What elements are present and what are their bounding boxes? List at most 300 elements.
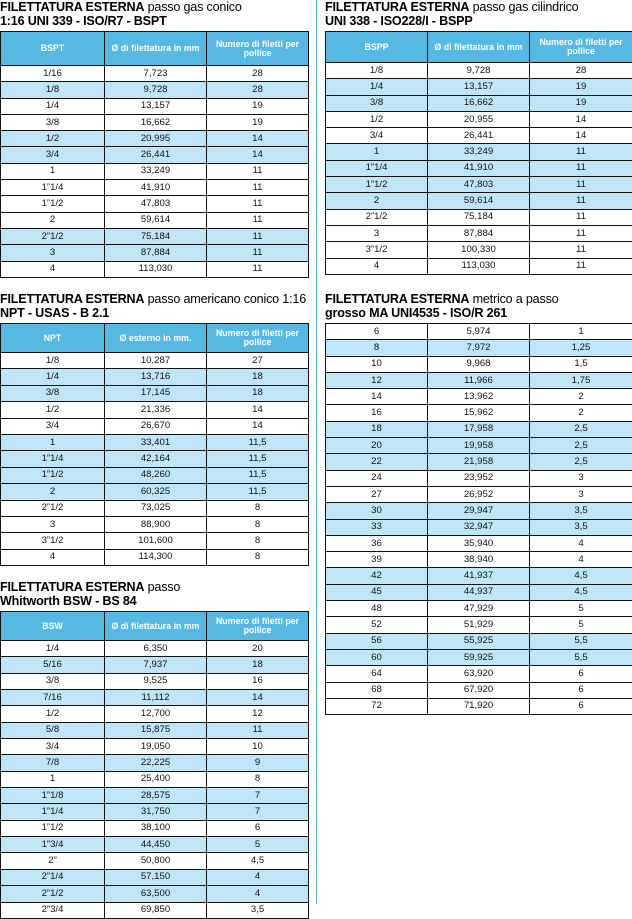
table-cell: 39	[326, 552, 428, 568]
table-cell: 59,925	[428, 649, 530, 665]
table-row	[1, 739, 309, 755]
table-cell: 2”1/2	[326, 209, 428, 225]
table-row	[326, 601, 632, 617]
table-cell: 7,972	[428, 340, 530, 356]
table-cell: 14	[207, 147, 309, 163]
table-row	[326, 111, 632, 127]
table-cell: 1”1/2	[1, 820, 105, 836]
table-cell: 24	[326, 470, 428, 486]
table-cell: 1/8	[1, 353, 105, 369]
table-cell: 11	[530, 177, 632, 193]
table-cell: 88,900	[105, 516, 207, 532]
table-cell: 11	[530, 225, 632, 241]
table-cell: 45	[326, 584, 428, 600]
table-header-row	[1, 324, 309, 353]
column-header: Ø di filettatura in mm	[105, 32, 207, 66]
table-cell: 1/4	[326, 79, 428, 95]
table-cell: 18	[207, 385, 309, 401]
table-cell: 4	[1, 549, 105, 565]
table-row	[1, 353, 309, 369]
table-row	[1, 82, 309, 98]
table-cell: 19,958	[428, 438, 530, 454]
table-cell: 11	[207, 228, 309, 244]
table-row	[326, 617, 632, 633]
column-header: Ø di filettatura in mm	[428, 32, 530, 63]
table-cell: 19	[207, 98, 309, 114]
table-cell: 26,670	[105, 418, 207, 434]
table-row	[326, 340, 632, 356]
column-header: Numero di filetti per pollice	[207, 612, 309, 641]
table-cell: 1”1/8	[1, 788, 105, 804]
table-cell: 10,287	[105, 353, 207, 369]
table-row	[1, 641, 309, 657]
table-row	[326, 698, 632, 714]
table-cell: 1”1/4	[326, 160, 428, 176]
table-cell: 5,5	[530, 649, 632, 665]
bspt-table	[0, 31, 309, 278]
table-cell: 8	[207, 771, 309, 787]
table-cell: 100,330	[428, 242, 530, 258]
table-cell: 3/4	[1, 739, 105, 755]
table-cell: 33,249	[428, 144, 530, 160]
table-cell: 11,5	[207, 467, 309, 483]
table-cell: 1/2	[1, 402, 105, 418]
table-cell: 2”1/2	[1, 886, 105, 902]
table-cell: 1/2	[1, 131, 105, 147]
table-cell: 44,937	[428, 584, 530, 600]
table-cell: 2”	[1, 853, 105, 869]
table-cell: 67,920	[428, 682, 530, 698]
table-cell: 1/8	[1, 82, 105, 98]
table-cell: 8	[326, 340, 428, 356]
bspp-title: FILETTATURA ESTERNA passo gas cilindrico UNI 338 - ISO228/I - BSPP	[325, 0, 632, 28]
table-cell: 20	[326, 438, 428, 454]
table-cell: 14	[207, 418, 309, 434]
metric-section	[325, 292, 632, 715]
table-cell: 11	[530, 242, 632, 258]
bsw-table	[0, 611, 309, 919]
table-cell: 3/8	[1, 673, 105, 689]
table-cell: 7	[207, 804, 309, 820]
table-cell: 56	[326, 633, 428, 649]
table-cell: 2	[530, 405, 632, 421]
table-cell: 1	[1, 771, 105, 787]
table-cell: 6	[530, 682, 632, 698]
table-cell: 11	[207, 196, 309, 212]
table-cell: 3,5	[207, 902, 309, 918]
table-cell: 23,952	[428, 470, 530, 486]
bspp-section	[325, 0, 632, 275]
table-cell: 60	[326, 649, 428, 665]
table-cell: 36	[326, 535, 428, 551]
table-row	[326, 682, 632, 698]
table-cell: 4	[207, 886, 309, 902]
table-cell: 3	[530, 486, 632, 502]
table-cell: 12,700	[105, 706, 207, 722]
table-row	[326, 454, 632, 470]
table-row	[326, 209, 632, 225]
table-row	[326, 128, 632, 144]
table-cell: 33	[326, 519, 428, 535]
table-cell: 87,884	[428, 225, 530, 241]
table-row	[326, 242, 632, 258]
table-row	[1, 385, 309, 401]
table-cell: 1”1/4	[1, 451, 105, 467]
table-cell: 27	[326, 486, 428, 502]
table-cell: 5/8	[1, 722, 105, 738]
table-cell: 11,112	[105, 690, 207, 706]
table-cell: 3/8	[1, 114, 105, 130]
table-cell: 11	[530, 193, 632, 209]
table-row	[1, 837, 309, 853]
table-cell: 19	[530, 79, 632, 95]
table-cell: 8	[207, 533, 309, 549]
table-cell: 1”3/4	[1, 837, 105, 853]
table-cell: 3	[1, 245, 105, 261]
table-row	[1, 788, 309, 804]
table-row	[1, 869, 309, 885]
table-row	[1, 771, 309, 787]
table-cell: 15,962	[428, 405, 530, 421]
table-cell: 1,75	[530, 372, 632, 388]
table-cell: 1/2	[1, 706, 105, 722]
table-cell: 9,968	[428, 356, 530, 372]
table-row	[1, 451, 309, 467]
table-cell: 59,614	[428, 193, 530, 209]
table-row	[1, 549, 309, 565]
table-row	[1, 467, 309, 483]
table-cell: 113,030	[428, 258, 530, 274]
table-cell: 113,030	[105, 261, 207, 277]
table-cell: 3,5	[530, 519, 632, 535]
table-cell: 11	[530, 160, 632, 176]
table-cell: 47,803	[105, 196, 207, 212]
column-header: Numero di filetti per pollice	[530, 32, 632, 63]
table-cell: 3/4	[1, 147, 105, 163]
table-cell: 1/4	[1, 369, 105, 385]
table-row	[326, 649, 632, 665]
table-cell: 17,958	[428, 421, 530, 437]
table-row	[1, 98, 309, 114]
table-cell: 20	[207, 641, 309, 657]
table-row	[326, 470, 632, 486]
table-cell: 1/8	[326, 63, 428, 79]
table-cell: 4	[207, 869, 309, 885]
table-row	[1, 228, 309, 244]
table-cell: 20,955	[428, 111, 530, 127]
table-cell: 3/8	[326, 95, 428, 111]
table-cell: 63,500	[105, 886, 207, 902]
table-cell: 33,249	[105, 163, 207, 179]
table-cell: 1/2	[326, 111, 428, 127]
table-row	[1, 196, 309, 212]
table-cell: 2,5	[530, 454, 632, 470]
table-cell: 71,920	[428, 698, 530, 714]
table-cell: 47,803	[428, 177, 530, 193]
table-cell: 2	[530, 389, 632, 405]
table-cell: 1	[530, 324, 632, 340]
table-cell: 2”1/4	[1, 869, 105, 885]
table-cell: 11,5	[207, 434, 309, 450]
table-row	[1, 690, 309, 706]
table-row	[1, 114, 309, 130]
table-cell: 3,5	[530, 503, 632, 519]
table-cell: 11	[530, 258, 632, 274]
table-row	[1, 418, 309, 434]
table-cell: 38,100	[105, 820, 207, 836]
table-cell: 3/8	[1, 385, 105, 401]
table-cell: 1,25	[530, 340, 632, 356]
table-cell: 13,157	[428, 79, 530, 95]
table-cell: 1,5	[530, 356, 632, 372]
table-cell: 69,850	[105, 902, 207, 918]
table-cell: 20,995	[105, 131, 207, 147]
bspt-section	[0, 0, 308, 278]
table-cell: 3	[326, 225, 428, 241]
table-cell: 19	[530, 95, 632, 111]
table-cell: 6	[530, 698, 632, 714]
table-cell: 42,164	[105, 451, 207, 467]
table-row	[1, 820, 309, 836]
table-cell: 26,441	[105, 147, 207, 163]
table-cell: 28	[207, 66, 309, 82]
table-cell: 14	[530, 111, 632, 127]
table-cell: 19,050	[105, 739, 207, 755]
npt-section	[0, 292, 308, 566]
table-cell: 14	[326, 389, 428, 405]
table-cell: 44,450	[105, 837, 207, 853]
table-cell: 2	[1, 484, 105, 500]
table-row	[326, 486, 632, 502]
table-cell: 4	[530, 552, 632, 568]
table-cell: 15,875	[105, 722, 207, 738]
table-cell: 18	[326, 421, 428, 437]
table-cell: 13,716	[105, 369, 207, 385]
table-row	[326, 633, 632, 649]
table-cell: 75,184	[105, 228, 207, 244]
table-cell: 51,929	[428, 617, 530, 633]
table-cell: 48,260	[105, 467, 207, 483]
table-row	[1, 434, 309, 450]
table-row	[1, 180, 309, 196]
table-cell: 7,937	[105, 657, 207, 673]
table-row	[1, 500, 309, 516]
table-cell: 5/16	[1, 657, 105, 673]
table-cell: 6,350	[105, 641, 207, 657]
table-cell: 4,5	[207, 853, 309, 869]
table-row	[326, 584, 632, 600]
table-cell: 11	[530, 144, 632, 160]
table-cell: 8	[207, 500, 309, 516]
table-cell: 28,575	[105, 788, 207, 804]
table-cell: 2,5	[530, 438, 632, 454]
table-cell: 101,600	[105, 533, 207, 549]
table-cell: 1	[326, 144, 428, 160]
table-cell: 26,952	[428, 486, 530, 502]
table-row	[326, 95, 632, 111]
table-cell: 3/4	[326, 128, 428, 144]
table-cell: 1”1/4	[1, 804, 105, 820]
table-cell: 57,150	[105, 869, 207, 885]
table-row	[1, 369, 309, 385]
table-cell: 21,958	[428, 454, 530, 470]
table-cell: 59,614	[105, 212, 207, 228]
table-cell: 68	[326, 682, 428, 698]
table-cell: 16	[207, 673, 309, 689]
table-cell: 11,5	[207, 484, 309, 500]
table-cell: 28	[207, 82, 309, 98]
npt-table	[0, 323, 309, 566]
table-cell: 7/16	[1, 690, 105, 706]
table-cell: 4,5	[530, 584, 632, 600]
table-header-row	[326, 32, 632, 63]
table-cell: 18	[207, 657, 309, 673]
table-row	[1, 163, 309, 179]
table-cell: 25,400	[105, 771, 207, 787]
table-cell: 2”1/2	[1, 500, 105, 516]
table-cell: 3”1/2	[326, 242, 428, 258]
table-row	[326, 63, 632, 79]
column-header: Numero di filetti per pollice	[207, 324, 309, 353]
table-row	[326, 519, 632, 535]
table-row	[1, 722, 309, 738]
table-cell: 7	[207, 788, 309, 804]
table-row	[1, 147, 309, 163]
table-cell: 5	[207, 837, 309, 853]
table-row	[326, 193, 632, 209]
table-row	[326, 372, 632, 388]
npt-title: FILETTATURA ESTERNA passo americano conico 1:16 NPT - USAS - B 2.1	[0, 292, 308, 320]
column-header: BSPT	[1, 32, 105, 66]
table-cell: 41,937	[428, 568, 530, 584]
table-row	[326, 225, 632, 241]
table-cell: 7,723	[105, 66, 207, 82]
table-cell: 6	[207, 820, 309, 836]
table-cell: 9,728	[105, 82, 207, 98]
table-cell: 26,441	[428, 128, 530, 144]
table-header-row	[1, 612, 309, 641]
table-cell: 2	[326, 193, 428, 209]
column-header: BSPP	[326, 32, 428, 63]
column-header: Ø di filettatura in mm	[105, 612, 207, 641]
table-row	[326, 144, 632, 160]
table-cell: 52	[326, 617, 428, 633]
table-cell: 1”1/2	[1, 467, 105, 483]
table-cell: 8	[207, 516, 309, 532]
table-row	[1, 533, 309, 549]
table-row	[326, 666, 632, 682]
table-cell: 1”1/2	[1, 196, 105, 212]
metric-title: FILETTATURA ESTERNA metrico a passo grosso MA UNI4535 - ISO/R 261	[325, 292, 632, 320]
table-cell: 18	[207, 369, 309, 385]
table-row	[1, 706, 309, 722]
column-divider	[316, 0, 317, 904]
table-row	[326, 79, 632, 95]
table-cell: 63,920	[428, 666, 530, 682]
table-cell: 2,5	[530, 421, 632, 437]
table-cell: 16,662	[105, 114, 207, 130]
table-cell: 11	[207, 261, 309, 277]
table-row	[1, 657, 309, 673]
table-cell: 48	[326, 601, 428, 617]
table-cell: 41,910	[428, 160, 530, 176]
table-cell: 64	[326, 666, 428, 682]
table-cell: 9	[207, 755, 309, 771]
bspt-title: FILETTATURA ESTERNA passo gas conico 1:16 UNI 339 - ISO/R7 - BSPT	[0, 0, 308, 28]
table-row	[1, 245, 309, 261]
table-row	[326, 568, 632, 584]
table-row	[326, 177, 632, 193]
table-cell: 13,157	[105, 98, 207, 114]
table-cell: 38,940	[428, 552, 530, 568]
table-cell: 14	[207, 402, 309, 418]
table-row	[1, 402, 309, 418]
table-cell: 4	[1, 261, 105, 277]
column-header: Ø esterno in mm.	[105, 324, 207, 353]
table-cell: 9,728	[428, 63, 530, 79]
table-cell: 5,974	[428, 324, 530, 340]
table-cell: 1	[1, 163, 105, 179]
table-cell: 27	[207, 353, 309, 369]
table-row	[1, 902, 309, 918]
column-header: BSW	[1, 612, 105, 641]
table-cell: 10	[207, 739, 309, 755]
table-row	[1, 66, 309, 82]
table-cell: 11	[207, 245, 309, 261]
table-cell: 3	[1, 516, 105, 532]
table-row	[1, 212, 309, 228]
column-header: NPT	[1, 324, 105, 353]
table-cell: 73,025	[105, 500, 207, 516]
table-cell: 16	[326, 405, 428, 421]
table-row	[326, 438, 632, 454]
table-cell: 11	[207, 212, 309, 228]
table-cell: 8	[207, 549, 309, 565]
table-cell: 114,300	[105, 549, 207, 565]
table-cell: 35,940	[428, 535, 530, 551]
table-cell: 11	[207, 722, 309, 738]
table-cell: 42	[326, 568, 428, 584]
table-cell: 30	[326, 503, 428, 519]
table-cell: 75,184	[428, 209, 530, 225]
table-cell: 7/8	[1, 755, 105, 771]
table-row	[1, 484, 309, 500]
table-cell: 28	[530, 63, 632, 79]
table-header-row	[1, 32, 309, 66]
table-cell: 1/16	[1, 66, 105, 82]
table-row	[1, 755, 309, 771]
table-row	[1, 261, 309, 277]
table-row	[326, 160, 632, 176]
table-cell: 6	[530, 666, 632, 682]
table-cell: 41,910	[105, 180, 207, 196]
bsw-section	[0, 580, 308, 919]
table-row	[1, 131, 309, 147]
table-cell: 29,947	[428, 503, 530, 519]
table-cell: 14	[207, 131, 309, 147]
table-row	[326, 324, 632, 340]
table-cell: 12	[326, 372, 428, 388]
table-cell: 3	[530, 470, 632, 486]
table-cell: 55,925	[428, 633, 530, 649]
table-row	[326, 405, 632, 421]
column-header: Numero di filetti per pollice	[207, 32, 309, 66]
table-row	[326, 503, 632, 519]
table-cell: 17,145	[105, 385, 207, 401]
table-cell: 14	[207, 690, 309, 706]
table-row	[326, 258, 632, 274]
table-cell: 33,401	[105, 434, 207, 450]
